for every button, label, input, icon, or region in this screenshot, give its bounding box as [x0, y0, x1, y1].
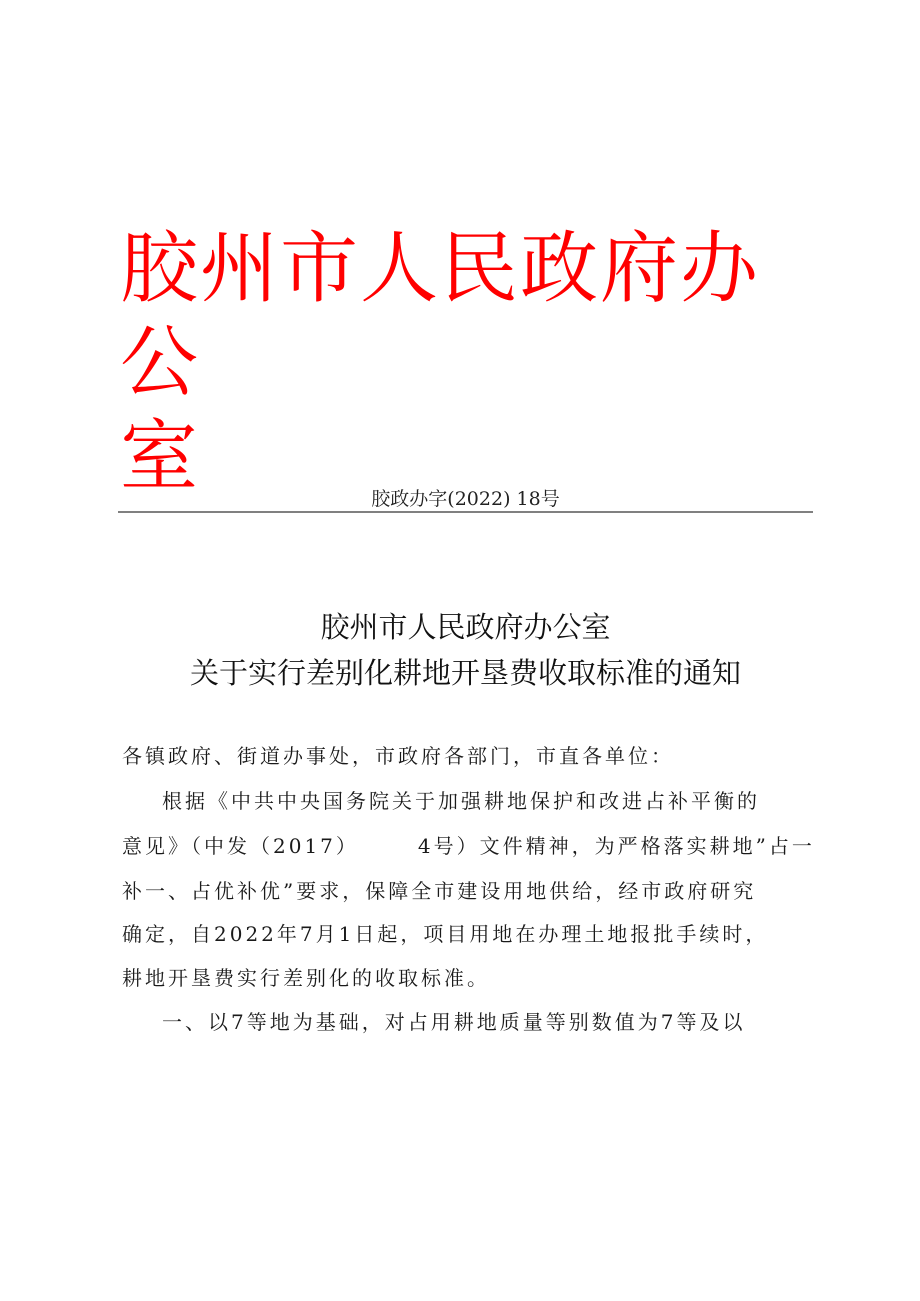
paragraph-line: 补一、占优补优”要求，保障全市建设用地供给，经市政府研究	[122, 879, 757, 903]
salutation: 各镇政府、街道办事处，市政府各部门，市直各单位：	[122, 744, 674, 768]
masthead-issuer	[120, 222, 820, 504]
paragraph-line: 确定，自2022年7月1日起，项目用地在办理土地报批手续时，	[122, 922, 769, 946]
title-line-2: 关于实行差别化耕地开垦费收取标准的通知	[189, 656, 741, 690]
header-divider	[118, 511, 813, 513]
title-line-1: 胶州市人民政府办公室	[320, 610, 611, 644]
masthead-line-2: 室	[120, 412, 201, 502]
document-title	[118, 604, 813, 696]
paragraph-line: 意见》（中发（2017） 4号）文件精神，为严格落实耕地”占一	[122, 834, 815, 858]
masthead-line-1: 胶州市人民政府办公	[120, 224, 761, 408]
paragraph-line: 耕地开垦费实行差别化的收取标准。	[122, 966, 490, 990]
document-number: 胶政办字(2022) 18号	[371, 488, 560, 510]
paragraph-line: 根据《中共中央国务院关于加强耕地保护和改进占补平衡的	[162, 789, 760, 813]
paragraph-line: 一、以7等地为基础，对占用耕地质量等别数值为7等及以	[162, 1010, 746, 1034]
